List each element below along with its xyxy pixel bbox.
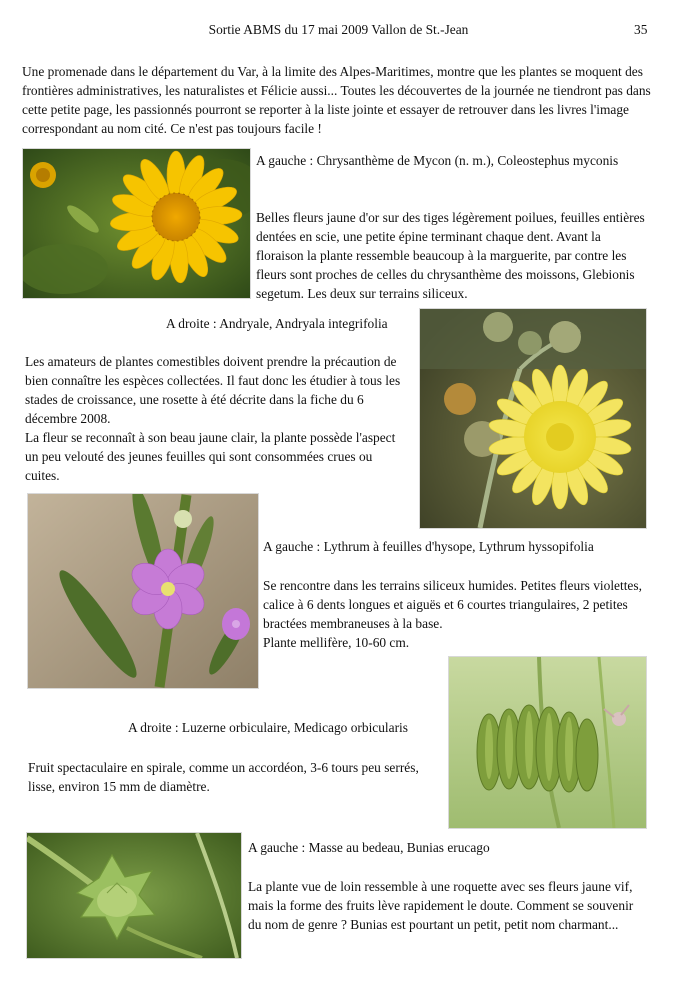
- photo-coleostephus: [22, 148, 251, 299]
- text-lythrum: Se rencontre dans les terrains siliceux humides. Petites fleurs violettes, calice à 6 dents longues et aiguës et 6 courtes triangulaires, 2 petites bractées membraneuses à la base. Plante mellifère, 10-60 cm.: [263, 578, 642, 650]
- text-andryala: Les amateurs de plantes comestibles doivent prendre la précaution de bien connaître les espèces collectées. Il faut donc les étudier à tous les stades de croissance, une rosette à été décrite dans la fiche du 6 décembre 2008. La fleur se reconnaît à son beau jaune clair, la plante possède l'aspect un peu velouté des jeunes feuilles qui sont consommées crues ou cuites.: [25, 354, 401, 483]
- text-medicago: Fruit spectaculaire en spirale, comme un accordéon, 3-6 tours peu serrés, lisse, environ 15 mm de diamètre.: [28, 760, 419, 794]
- photo-medicago: [448, 656, 647, 829]
- caption-lythrum: A gauche : Lythrum à feuilles d'hysope, Lythrum hyssopifolia: [263, 539, 594, 554]
- text-bunias: La plante vue de loin ressemble à une roquette avec ses fleurs jaune vif, mais la forme des fruits lève rapidement le doute. Comment se souvenir du nom de genre ? Bunias est pourtant un petit, petit nom charmant...: [248, 879, 634, 932]
- page-number: 35: [634, 22, 648, 37]
- intro-paragraph: Une promenade dans le département du Var, à la limite des Alpes-Maritimes, montre que les plantes se moquent des frontières administratives, les naturalistes et Félicie aussi... Toutes les découvertes de la journée ne tiendront pas dans cette petite page, les passionnés pourront se reporter à la liste jointe et essayer de retrouver dans les livres l'image correspondant au nom cité. Ce n'est pas toujours facile !: [22, 64, 651, 136]
- caption-andryala: A droite : Andryale, Andryala integrifolia: [166, 316, 388, 331]
- photo-andryala: [419, 308, 647, 529]
- caption-bunias: A gauche : Masse au bedeau, Bunias erucago: [248, 840, 490, 855]
- caption-coleostephus: A gauche : Chrysanthème de Mycon (n. m.), Coleostephus myconis: [256, 153, 619, 168]
- page-title: Sortie ABMS du 17 mai 2009 Vallon de St.-Jean: [208, 22, 469, 37]
- caption-medicago: A droite : Luzerne orbiculaire, Medicago orbicularis: [128, 720, 408, 735]
- text-coleostephus: Belles fleurs jaune d'or sur des tiges légèrement poilues, feuilles entières dentées en scie, une petite épine terminant chaque dent. Avant la floraison la plante ressemble beaucoup à la marguerite, par contre les fleurs sont proches de celles du chrysanthème des moissons, Glebionis segetum. Les deux sur terrains siliceux.: [256, 210, 645, 301]
- photo-lythrum: [27, 493, 259, 689]
- photo-bunias: [26, 832, 242, 959]
